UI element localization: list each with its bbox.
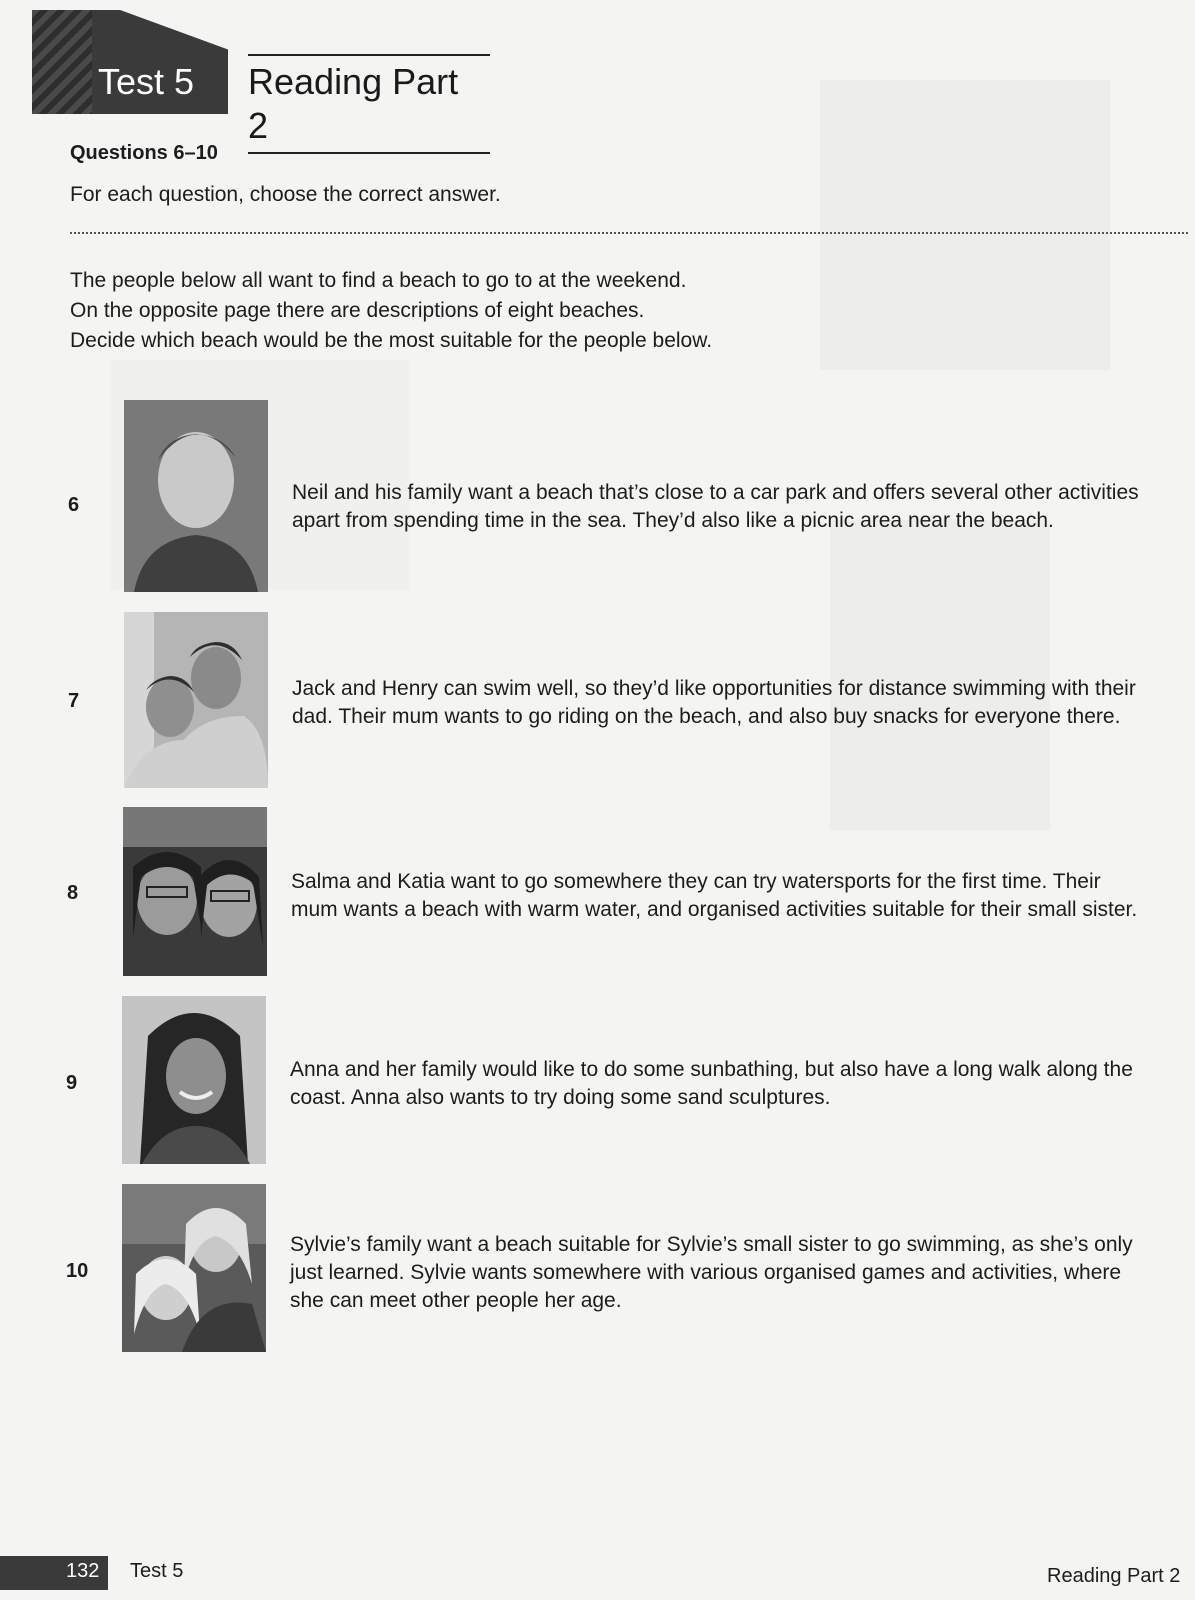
title-frame bbox=[248, 54, 490, 154]
question-text-line: just learned. Sylvie wants somewhere with various organised games and activities, where bbox=[290, 1261, 1122, 1284]
page-number: 132 bbox=[66, 1560, 100, 1582]
question-text bbox=[290, 1056, 1180, 1112]
person-photo bbox=[124, 612, 268, 788]
question-text-line: Neil and his family want a beach that’s close to a car park and offers several other activities bbox=[292, 481, 1139, 504]
header-stripe-decoration bbox=[32, 10, 92, 114]
intro-line: On the opposite page there are descriptions of eight beaches. bbox=[70, 299, 645, 322]
portrait-image bbox=[124, 612, 268, 788]
question-number: 7 bbox=[68, 690, 80, 712]
portrait-image bbox=[122, 996, 266, 1164]
page-title: Reading Part 2 bbox=[248, 61, 459, 146]
footer-test-label: Test 5 bbox=[130, 1560, 184, 1582]
question-text-line: mum wants a beach with warm water, and organised activities suitable for their small sister. bbox=[291, 898, 1138, 921]
dotted-divider bbox=[70, 232, 1188, 234]
question-text-line: Anna and her family would like to do some sunbathing, but also have a long walk along the bbox=[290, 1058, 1133, 1081]
bleed-through-shape bbox=[820, 80, 1110, 370]
instruction-text: For each question, choose the correct answer. bbox=[70, 183, 501, 206]
questions-heading: Questions 6–10 bbox=[70, 142, 218, 164]
portrait-image bbox=[122, 1184, 266, 1352]
test-label: Test 5 bbox=[98, 61, 195, 102]
question-text bbox=[291, 868, 1181, 924]
question-text bbox=[292, 675, 1182, 731]
question-text bbox=[290, 1231, 1180, 1315]
intro-line: Decide which beach would be the most suitable for the people below. bbox=[70, 329, 713, 352]
question-number: 6 bbox=[68, 494, 80, 516]
portrait-image bbox=[124, 400, 268, 592]
portrait-image bbox=[123, 807, 267, 976]
person-photo bbox=[122, 996, 266, 1164]
question-text-line: Salma and Katia want to go somewhere they can try watersports for the first time. Their bbox=[291, 870, 1101, 893]
question-number: 10 bbox=[66, 1260, 89, 1282]
question-text-line: Jack and Henry can swim well, so they’d like opportunities for distance swimming with their bbox=[292, 677, 1136, 700]
question-text-line: apart from spending time in the sea. They’d also like a picnic area near the beach. bbox=[292, 509, 1054, 532]
intro-line: The people below all want to find a beach to go to at the weekend. bbox=[70, 269, 687, 292]
person-photo bbox=[123, 807, 267, 976]
question-text-line: she can meet other people her age. bbox=[290, 1289, 622, 1312]
question-text-line: Sylvie’s family want a beach suitable for Sylvie’s small sister to go swimming, as she’s only bbox=[290, 1233, 1133, 1256]
person-photo bbox=[122, 1184, 266, 1352]
question-number: 8 bbox=[67, 882, 79, 904]
footer-section-label: Reading Part 2 bbox=[1047, 1565, 1181, 1587]
question-text bbox=[292, 479, 1182, 535]
question-text-line: dad. Their mum wants to go riding on the beach, and also buy snacks for everyone there. bbox=[292, 705, 1121, 728]
question-text-line: coast. Anna also wants to try doing some sand sculptures. bbox=[290, 1086, 831, 1109]
intro-paragraph bbox=[70, 266, 712, 356]
person-photo bbox=[124, 400, 268, 592]
question-number: 9 bbox=[66, 1072, 78, 1094]
